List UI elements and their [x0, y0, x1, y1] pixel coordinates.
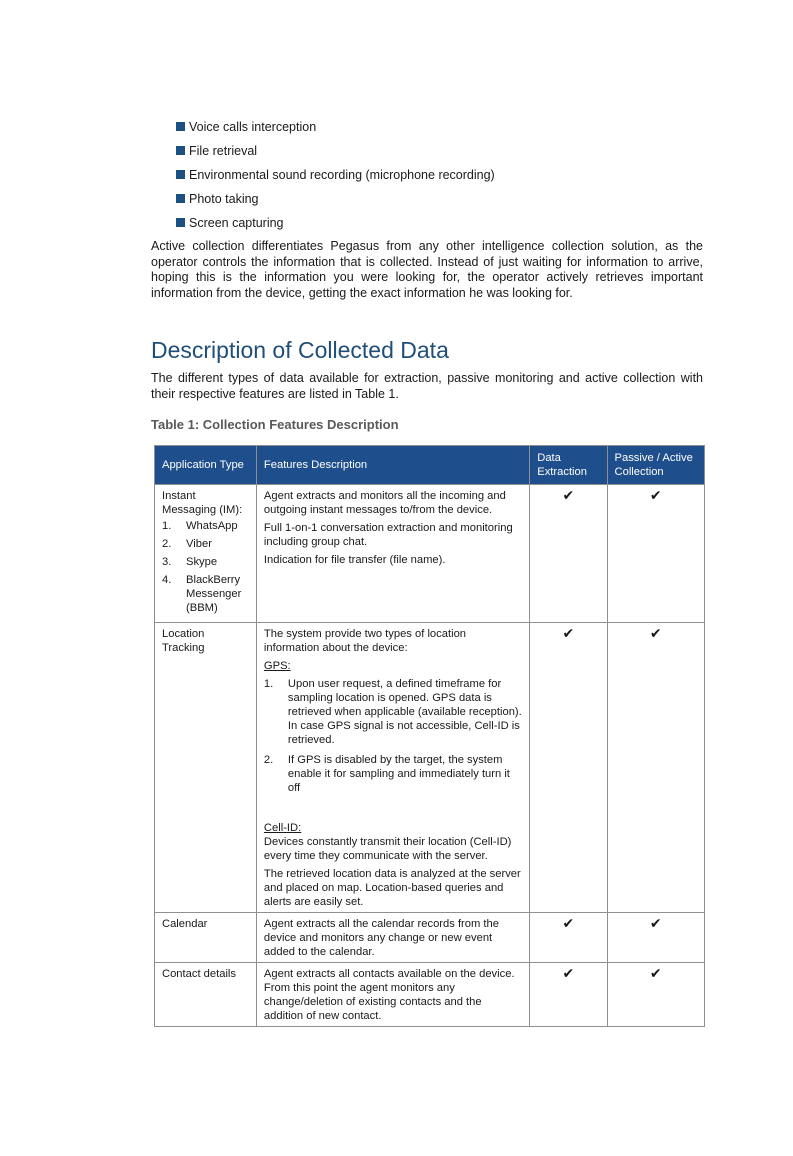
list-item: 4. BlackBerry Messenger (BBM): [162, 574, 242, 614]
bullet-item: Photo taking: [176, 191, 495, 215]
header-passive-active-collection: Passive / Active Collection: [607, 446, 704, 485]
features-cell: Agent extracts all contacts available on the device. From this point the agent monitors any change/deletion of existing contacts and the addition of new contact.: [256, 963, 529, 1027]
gps-list: [264, 677, 522, 795]
gps-label: GPS:: [263, 660, 291, 672]
active-collection-paragraph: Active collection differentiates Pegasus from any other intelligence collection solution, as the operator controls the information that is collected. Instead of just waiting for information to arrive, hoping this is the information you were looking for, the operator actively retrieves important information from the device, getting the exact information he was looking for.: [151, 239, 703, 300]
header-data-extraction: Data Extraction: [530, 446, 607, 485]
features-cell: Agent extracts all the calendar records from the device and monitors any change or new event added to the calendar.: [256, 913, 529, 963]
im-app-list: [162, 519, 249, 615]
square-bullet-icon: [176, 122, 185, 131]
features-cell: Agent extracts and monitors all the incoming and outgoing instant messages to/from the device. Full 1-on-1 conversation extraction and monitoring including group chat. Indication for file transfer (file name).: [256, 485, 529, 623]
list-item: 2. If GPS is disabled by the target, the system enable it for sampling and immediately turn it off: [263, 754, 510, 794]
app-type-cell: Contact details: [155, 963, 257, 1027]
square-bullet-icon: [176, 170, 185, 179]
list-item: 2. Viber: [162, 538, 212, 550]
table-row: [155, 623, 705, 913]
list-item: 1. Upon user request, a defined timeframe for sampling location is opened. GPS data is retrieved when applicable (available reception). In case GPS signal is not accessible, Cell-ID is retrieved.: [263, 678, 522, 746]
check-icon: ✔: [607, 623, 704, 913]
check-icon: ✔: [530, 913, 607, 963]
table-row: [155, 963, 705, 1027]
table-row: [155, 913, 705, 963]
check-icon: ✔: [607, 485, 704, 623]
square-bullet-icon: [176, 194, 185, 203]
table-caption: Table 1: Collection Features Description: [151, 417, 399, 432]
table-header-row: [155, 446, 705, 485]
app-type-cell: Calendar: [155, 913, 257, 963]
intro-paragraph: The different types of data available for extraction, passive monitoring and active collection with their respective features are listed in Table 1.: [151, 371, 703, 401]
list-item: 3. Skype: [162, 556, 218, 568]
collection-features-table: [154, 445, 705, 1027]
bullet-item: Voice calls interception: [176, 119, 495, 143]
app-type-cell: Location Tracking: [155, 623, 257, 913]
header-features-description: Features Description: [256, 446, 529, 485]
check-icon: ✔: [607, 963, 704, 1027]
app-type-cell: Instant Messaging (IM): 1. WhatsApp 2. Viber 3. Skype 4. BlackBerry Messenger (BBM): [155, 485, 257, 623]
table-row: [155, 485, 705, 623]
check-icon: ✔: [530, 485, 607, 623]
capability-bullet-list: [176, 119, 495, 239]
square-bullet-icon: [176, 218, 185, 227]
features-cell: The system provide two types of location information about the device: GPS: 1. Upon user request, a defined timeframe for sampling location is opened. GPS data is retrieved when applicable (available reception). In case GPS signal is not accessible, Cell-ID is retrieved. 2. If GPS is disabled by the target, the system enable it for sampling and immediately turn it off Cell-ID: Devices constantly transmit their location (Cell-ID) every time they communicate with the server. The retrieved location data is analyzed at the server and placed on map. Location-based queries and alerts are easily set.: [256, 623, 529, 913]
check-icon: ✔: [607, 913, 704, 963]
list-item: 1. WhatsApp: [162, 520, 238, 532]
cell-id-label: Cell-ID:: [263, 822, 302, 834]
header-application-type: Application Type: [155, 446, 257, 485]
bullet-item: File retrieval: [176, 143, 495, 167]
bullet-item: Screen capturing: [176, 215, 495, 239]
square-bullet-icon: [176, 146, 185, 155]
bullet-item: Environmental sound recording (microphone recording): [176, 167, 495, 191]
check-icon: ✔: [530, 963, 607, 1027]
check-icon: ✔: [530, 623, 607, 913]
section-heading: Description of Collected Data: [151, 337, 449, 363]
